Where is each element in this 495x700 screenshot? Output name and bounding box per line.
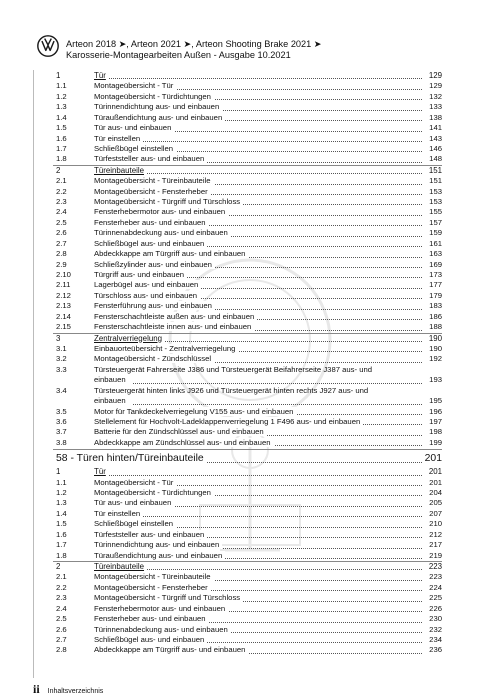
toc-entry[interactable] <box>53 488 442 498</box>
toc-entry[interactable] <box>53 134 442 144</box>
entry-title: Türsteuergerät Fahrerseite J386 und Türsteuergerät Beifahrerseite J387 aus- und <box>94 364 373 374</box>
entry-page-number: 190 <box>428 333 442 343</box>
toc-entry[interactable] <box>53 218 442 228</box>
entry-number: 2.15 <box>56 322 71 332</box>
entry-number: 2.8 <box>56 645 67 655</box>
entry-page-number: 151 <box>429 176 442 186</box>
toc-entry[interactable] <box>53 365 442 386</box>
toc-entry[interactable] <box>53 92 442 102</box>
toc-entry[interactable] <box>53 249 442 259</box>
entry-page-number: 159 <box>429 228 442 238</box>
entry-number: 2.3 <box>56 593 67 603</box>
entry-number: 1.3 <box>56 498 67 508</box>
entry-page-number: 219 <box>429 550 442 560</box>
toc-entry[interactable] <box>53 344 442 354</box>
entry-number: 2.6 <box>56 228 67 238</box>
toc-entry[interactable] <box>53 322 442 332</box>
toc-entry[interactable] <box>53 144 442 154</box>
entry-page-number: 210 <box>429 519 442 529</box>
entry-number: 3 <box>56 333 61 343</box>
toc-entry[interactable] <box>53 280 442 290</box>
volkswagen-logo-icon <box>37 35 59 57</box>
toc-top-list <box>53 71 442 448</box>
entry-title: Türaußendichtung aus- und einbauen <box>94 113 225 122</box>
toc-entry[interactable] <box>53 551 442 561</box>
toc-entry[interactable] <box>53 540 442 550</box>
entry-page-number: 146 <box>429 143 442 153</box>
entry-number: 2.4 <box>56 603 67 613</box>
entry-number: 1.5 <box>56 123 67 133</box>
entry-title: Schließzylinder aus- und einbauen <box>94 260 215 269</box>
toc-chapter-entry[interactable] <box>53 561 442 572</box>
entry-title: Tür einstellen <box>94 134 143 143</box>
entry-page-number: 207 <box>429 508 442 518</box>
entry-number: 2.2 <box>56 186 67 196</box>
toc-entry[interactable] <box>53 583 442 593</box>
entry-number: 2.6 <box>56 624 67 634</box>
entry-number: 1.6 <box>56 529 67 539</box>
entry-page-number: 138 <box>429 112 442 122</box>
entry-page-number: 179 <box>429 290 442 300</box>
entry-title: Türeinbauteile <box>94 562 147 571</box>
entry-number: 2.7 <box>56 634 67 644</box>
entry-page-number: 226 <box>429 603 442 613</box>
entry-page-number: 224 <box>429 582 442 592</box>
entry-number: 2.13 <box>56 301 71 311</box>
header-title-line1: Arteon 2018 ➤, Arteon 2021 ➤, Arteon Shooting Brake 2021 ➤ <box>66 39 322 49</box>
entry-title: Türinnendichtung aus- und einbauen <box>94 540 222 549</box>
entry-page-number: 143 <box>429 133 442 143</box>
entry-title: Batterie für den Zündschlüssel aus- und einbauen <box>94 427 267 436</box>
toc-entry[interactable] <box>53 572 442 582</box>
entry-page-number: 132 <box>429 91 442 101</box>
section-title: 58 - Türen hinten/Türeinbauteile <box>56 450 207 467</box>
toc-entry[interactable] <box>53 625 442 635</box>
table-of-contents <box>53 71 442 656</box>
toc-entry[interactable] <box>53 530 442 540</box>
entry-title: Einbauorteübersicht - Zentralverriegelung <box>94 344 238 353</box>
leader-dots <box>94 78 422 79</box>
entry-title: Montageübersicht - Zündschlüssel <box>94 354 214 363</box>
toc-entry[interactable] <box>53 614 442 624</box>
entry-title: Schließbügel aus- und einbauen <box>94 239 207 248</box>
toc-chapter-entry[interactable] <box>53 467 442 477</box>
entry-number: 1.8 <box>56 154 67 164</box>
section-page-number: 201 <box>423 450 442 467</box>
toc-entry[interactable] <box>53 176 442 186</box>
entry-title: Montageübersicht - Fensterheber <box>94 187 211 196</box>
entry-number: 1.7 <box>56 540 67 550</box>
entry-page-number: 151 <box>428 165 442 175</box>
entry-number: 1.5 <box>56 519 67 529</box>
entry-number: 3.3 <box>56 364 67 374</box>
entry-number: 2.4 <box>56 207 67 217</box>
entry-number: 1.4 <box>56 112 67 122</box>
entry-title: Montageübersicht - Fensterheber <box>94 583 211 592</box>
toc-bottom-list <box>53 467 442 656</box>
entry-number: 2.8 <box>56 249 67 259</box>
entry-title: Montageübersicht - Türgriff und Türschloss <box>94 197 243 206</box>
entry-number: 1.7 <box>56 143 67 153</box>
entry-title: Fensterheber aus- und einbauen <box>94 218 209 227</box>
entry-title: Montageübersicht - Türeinbauteile <box>94 176 214 185</box>
entry-title: Stellelement für Hochvolt-Ladeklappenverriegelung 1 F496 aus- und einbauen <box>94 417 363 426</box>
toc-entry[interactable] <box>53 228 442 238</box>
entry-title: Schließbügel einstellen <box>94 144 176 153</box>
leader-dots <box>94 516 422 517</box>
entry-title: Zentralverriegelung <box>94 334 165 343</box>
entry-number: 3.4 <box>56 385 67 395</box>
entry-title: Türaußendichtung aus- und einbauen <box>94 551 225 560</box>
toc-chapter-entry[interactable] <box>53 333 442 344</box>
toc-entry[interactable] <box>53 102 442 112</box>
entry-page-number: 133 <box>429 102 442 112</box>
entry-title: Türinnenabdeckung aus- und einbauen <box>94 228 231 237</box>
entry-page-number: 217 <box>429 540 442 550</box>
entry-page-number: 129 <box>428 70 442 80</box>
toc-entry[interactable] <box>53 604 442 614</box>
entry-page-number: 177 <box>429 280 442 290</box>
entry-number: 3.7 <box>56 427 67 437</box>
entry-number: 1 <box>56 71 61 80</box>
entry-page-number: 199 <box>429 437 442 447</box>
entry-page-number: 198 <box>429 427 442 437</box>
entry-number: 3.1 <box>56 343 67 353</box>
leader-dots <box>94 141 422 142</box>
entry-title: Türinnenabdeckung aus- und einbauen <box>94 625 231 634</box>
entry-title: Fensterheber aus- und einbauen <box>94 614 209 623</box>
entry-title: Fensterschachtleiste innen aus- und einbauen <box>94 322 254 331</box>
entry-number: 3.6 <box>56 416 67 426</box>
toc-entry[interactable] <box>53 81 442 91</box>
entry-page-number: 232 <box>429 624 442 634</box>
entry-title: Fensterhebermotor aus- und einbauen <box>94 604 228 613</box>
footer-label: Inhaltsverzeichnis <box>47 688 104 695</box>
entry-title: Lagerbügel aus- und einbauen <box>94 280 201 289</box>
entry-page-number: 163 <box>429 249 442 259</box>
entry-number: 1.2 <box>56 488 67 498</box>
entry-title: Fensterschachtleiste außen aus- und einbauen <box>94 312 257 321</box>
entry-page-number: 223 <box>429 572 442 582</box>
toc-entry[interactable] <box>53 301 442 311</box>
entry-title: Abdeckkappe am Türgriff aus- und einbauen <box>94 645 248 654</box>
entry-number: 1.1 <box>56 477 67 487</box>
entry-title: Türgriff aus- und einbauen <box>94 270 187 279</box>
entry-page-number: 186 <box>429 311 442 321</box>
entry-page-number: 148 <box>429 154 442 164</box>
toc-entry[interactable] <box>53 427 442 437</box>
toc-entry[interactable] <box>53 187 442 197</box>
entry-page-number: 204 <box>429 488 442 498</box>
toc-entry[interactable] <box>53 509 442 519</box>
entry-page-number: 201 <box>428 467 442 477</box>
entry-title: Türinnendichtung aus- und einbauen <box>94 102 222 111</box>
entry-title: Montageübersicht - Türdichtungen <box>94 488 214 497</box>
entry-page-number: 193 <box>429 375 442 385</box>
entry-title: Montageübersicht - Tür <box>94 478 176 487</box>
entry-title: Tür einstellen <box>94 509 143 518</box>
toc-entry[interactable] <box>53 270 442 280</box>
entry-title: Abdeckkappe am Zündschlüssel aus- und einbauen <box>94 438 274 447</box>
leader-dots <box>133 383 422 384</box>
entry-page-number: 197 <box>429 416 442 426</box>
toc-entry[interactable] <box>53 354 442 364</box>
entry-page-number: 190 <box>429 343 442 353</box>
entry-title: Montageübersicht - Türeinbauteile <box>94 572 214 581</box>
toc-entry[interactable] <box>53 154 442 164</box>
entry-number: 2.10 <box>56 270 71 280</box>
entry-title: Türschloss aus- und einbauen <box>94 291 200 300</box>
entry-page-number: 192 <box>429 354 442 364</box>
entry-number: 2.1 <box>56 572 67 582</box>
entry-title: Fensterführung aus- und einbauen <box>94 301 215 310</box>
toc-entry[interactable] <box>53 635 442 645</box>
entry-number: 3.5 <box>56 406 67 416</box>
entry-title: Montageübersicht - Tür <box>94 81 176 90</box>
toc-entry[interactable] <box>53 519 442 529</box>
entry-number: 2.14 <box>56 311 71 321</box>
entry-title: Fensterhebermotor aus- und einbauen <box>94 207 228 216</box>
entry-page-number: 230 <box>429 614 442 624</box>
entry-number: 1.4 <box>56 508 67 518</box>
leader-dots <box>94 475 422 476</box>
toc-entry[interactable] <box>53 291 442 301</box>
toc-entry[interactable] <box>53 498 442 508</box>
entry-page-number: 161 <box>429 238 442 248</box>
entry-title: Abdeckkappe am Türgriff aus- und einbauen <box>94 249 248 258</box>
toc-entry[interactable] <box>53 197 442 207</box>
toc-chapter-entry[interactable] <box>53 71 442 81</box>
header-title-line2: Karosserie-Montagearbeiten Außen - Ausgabe 10.2021 <box>66 50 291 60</box>
entry-page-number: 183 <box>429 301 442 311</box>
entry-page-number: 236 <box>429 645 442 655</box>
entry-page-number: 225 <box>429 593 442 603</box>
toc-entry[interactable] <box>53 478 442 488</box>
entry-page-number: 196 <box>429 406 442 416</box>
entry-title-continued: einbauen <box>94 396 129 406</box>
entry-page-number: 153 <box>429 197 442 207</box>
entry-number: 2.3 <box>56 197 67 207</box>
toc-entry[interactable] <box>53 113 442 123</box>
entry-number: 2 <box>56 165 61 175</box>
entry-page-number: 212 <box>429 529 442 539</box>
entry-number: 1.3 <box>56 102 67 112</box>
toc-entry[interactable] <box>53 312 442 322</box>
toc-entry[interactable] <box>53 123 442 133</box>
entry-number: 2.11 <box>56 280 71 290</box>
entry-number: 1 <box>56 467 61 477</box>
entry-title: Tür aus- und einbauen <box>94 498 174 507</box>
entry-number: 1.2 <box>56 91 67 101</box>
entry-number: 1.8 <box>56 550 67 560</box>
entry-number: 2.9 <box>56 259 67 269</box>
entry-title: Tür <box>94 467 109 476</box>
section-heading[interactable] <box>53 449 442 467</box>
entry-page-number: 223 <box>428 562 442 571</box>
entry-number: 2.12 <box>56 290 71 300</box>
entry-number: 2.5 <box>56 614 67 624</box>
toc-entry[interactable] <box>53 438 442 448</box>
toc-entry[interactable] <box>53 407 442 417</box>
toc-entry[interactable] <box>53 417 442 427</box>
entry-page-number: 205 <box>429 498 442 508</box>
margin-rule <box>33 70 34 678</box>
footer-page-number: ii <box>33 682 40 696</box>
toc-entry[interactable] <box>53 593 442 603</box>
entry-title: Montageübersicht - Türdichtungen <box>94 92 214 101</box>
toc-entry[interactable] <box>53 645 442 655</box>
entry-title: Tür <box>94 71 109 80</box>
page-footer <box>33 682 103 697</box>
entry-number: 2.5 <box>56 217 67 227</box>
entry-title: Schließbügel einstellen <box>94 519 176 528</box>
toc-entry[interactable] <box>53 260 442 270</box>
entry-number: 2.1 <box>56 176 67 186</box>
entry-page-number: 129 <box>429 81 442 91</box>
entry-page-number: 169 <box>429 259 442 269</box>
leader-dots <box>133 404 422 405</box>
toc-entry[interactable] <box>53 239 442 249</box>
entry-page-number: 234 <box>429 634 442 644</box>
entry-number: 2.2 <box>56 582 67 592</box>
entry-title: Türsteuergerät hinten links J926 und Türsteuergerät hinten rechts J927 aus- und <box>94 385 369 395</box>
entry-page-number: 153 <box>429 186 442 196</box>
entry-page-number: 155 <box>429 207 442 217</box>
entry-title: Montageübersicht - Türgriff und Türschloss <box>94 593 243 602</box>
entry-page-number: 195 <box>429 396 442 406</box>
entry-page-number: 141 <box>429 123 442 133</box>
entry-page-number: 188 <box>429 322 442 332</box>
entry-number: 1.1 <box>56 81 67 91</box>
entry-number: 2.7 <box>56 238 67 248</box>
entry-page-number: 173 <box>429 270 442 279</box>
entry-title: Motor für Tankdeckelverriegelung V155 aus- und einbauen <box>94 407 296 416</box>
page-header <box>0 0 495 70</box>
entry-title: Türfeststeller aus- und einbauen <box>94 530 207 539</box>
entry-title: Türfeststeller aus- und einbauen <box>94 154 207 163</box>
entry-title: Tür aus- und einbauen <box>94 123 174 132</box>
entry-title: Türeinbauteile <box>94 166 147 175</box>
toc-entry[interactable] <box>53 386 442 407</box>
toc-entry[interactable] <box>53 207 442 217</box>
entry-title: Schließbügel aus- und einbauen <box>94 635 207 644</box>
entry-number: 1.6 <box>56 133 67 143</box>
entry-page-number: 157 <box>429 217 442 227</box>
entry-number: 2 <box>56 562 61 572</box>
entry-number: 3.2 <box>56 354 67 364</box>
entry-number: 3.8 <box>56 437 67 447</box>
toc-chapter-entry[interactable] <box>53 165 442 176</box>
entry-title-continued: einbauen <box>94 375 129 385</box>
entry-page-number: 201 <box>429 477 442 487</box>
